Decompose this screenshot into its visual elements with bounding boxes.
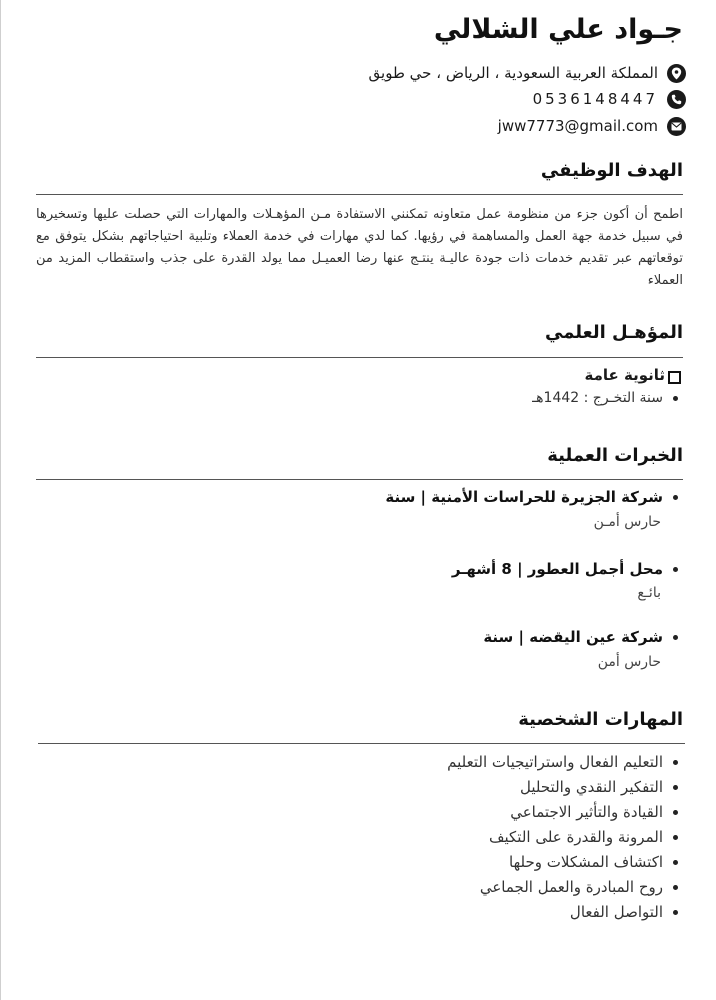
job-role: بائـع xyxy=(637,585,661,601)
skill-item xyxy=(509,853,678,871)
objective-text: اطمح أن أكون جزء من منظومة عمل متعاونه تمكنني الاستفادة مـن المؤهـلات والمهارات التي حصلت عليها وتسخيرها في سبيل خدمة جهة العمل والمساهمة في رؤيها. كما لدي مهارات في خدمة العملاء وتلبية احتياجاتهم بشكل يتوفق مع توقعاتهم عبر تقديم خدمات ذات جودة عاليـة ينتـج عنها رضا العميـل مما يولد القدرة على جذب واستقطاب المزيد من العملاء xyxy=(36,207,683,288)
skill-text: اكتشاف المشكلات وحلها xyxy=(509,853,663,871)
experience-heading: الخبرات العملية xyxy=(547,445,683,466)
phone-text: 0536148447 xyxy=(532,90,658,108)
skill-item xyxy=(570,903,678,921)
job-title: محل أجمل العطور | 8 أشهـر xyxy=(451,560,663,578)
job-item xyxy=(385,488,678,506)
graduation-text: سنة التخـرج : 1442هـ xyxy=(532,390,663,406)
degree-item xyxy=(584,366,681,384)
skill-item xyxy=(510,803,678,821)
bullet-icon xyxy=(673,396,678,401)
objective-divider xyxy=(36,194,683,195)
degree-text: ثانوية عامة xyxy=(584,366,665,384)
skill-item xyxy=(489,828,678,846)
bullet-icon xyxy=(673,567,678,572)
bullet-icon xyxy=(673,635,678,640)
bullet-icon xyxy=(673,785,678,790)
graduation-item xyxy=(532,390,678,406)
phone-icon xyxy=(667,90,686,109)
bullet-icon xyxy=(673,910,678,915)
page-edge xyxy=(0,0,1,1000)
square-bullet-icon xyxy=(668,371,681,384)
education-divider xyxy=(36,357,683,358)
email-text[interactable]: jww7773@gmail.com xyxy=(497,117,658,135)
phone-row xyxy=(533,88,686,110)
skill-item xyxy=(520,778,678,796)
skills-divider xyxy=(38,743,685,744)
bullet-icon xyxy=(673,860,678,865)
job-item xyxy=(452,560,678,578)
bullet-icon xyxy=(673,810,678,815)
job-item xyxy=(483,628,678,646)
skill-item xyxy=(447,753,678,771)
bullet-icon xyxy=(673,835,678,840)
skills-heading: المهارات الشخصية xyxy=(518,709,683,730)
skill-text: القيادة والتأثير الاجتماعي xyxy=(510,803,663,821)
bullet-icon xyxy=(673,760,678,765)
experience-divider xyxy=(36,479,683,480)
skill-text: التفكير النقدي والتحليل xyxy=(520,778,663,796)
bullet-icon xyxy=(673,885,678,890)
candidate-name: جـواد علي الشلالي xyxy=(433,14,683,45)
education-heading: المؤهـل العلمي xyxy=(545,322,683,343)
skill-text: المرونة والقدرة على التكيف xyxy=(488,828,663,846)
job-role: حارس أمـن xyxy=(593,514,661,530)
job-title: شركة عين اليقضه | سنة xyxy=(483,628,663,646)
skill-item xyxy=(480,878,678,896)
envelope-icon xyxy=(667,117,686,136)
job-role: حارس أمن xyxy=(597,654,661,670)
job-title: شركة الجزيرة للحراسات الأمنية | سنة xyxy=(385,488,663,506)
email-row xyxy=(498,115,686,137)
skill-text: التعليم الفعال واستراتيجيات التعليم xyxy=(447,753,663,771)
bullet-icon xyxy=(673,495,678,500)
address-row xyxy=(369,62,686,84)
skill-text: التواصل الفعال xyxy=(569,903,663,921)
address-text: المملكة العربية السعودية ، الرياض ، حي طويق xyxy=(368,64,658,82)
location-pin-icon xyxy=(667,64,686,83)
objective-heading: الهدف الوظيفي xyxy=(540,160,683,181)
skill-text: روح المبادرة والعمل الجماعي xyxy=(479,878,663,896)
